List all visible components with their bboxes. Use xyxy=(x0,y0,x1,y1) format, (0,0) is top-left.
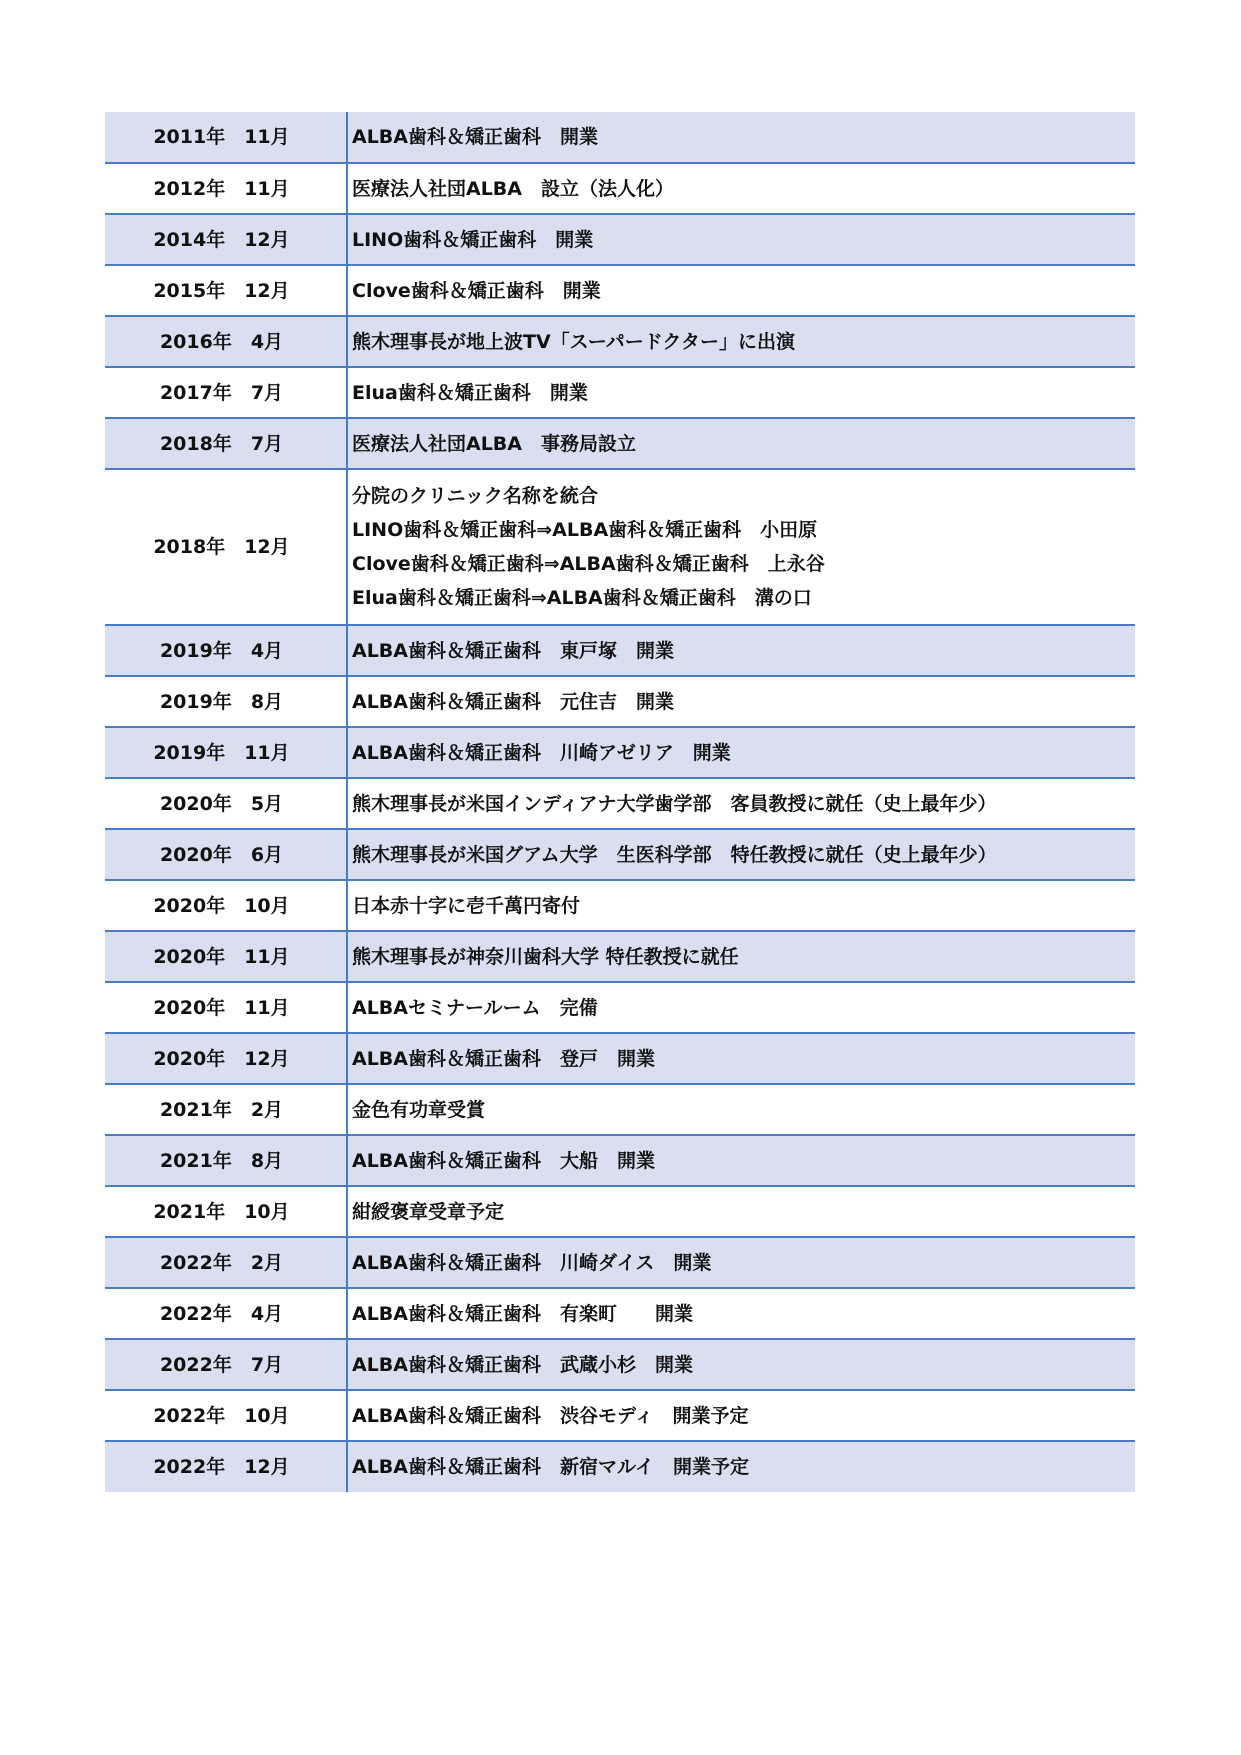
history-event xyxy=(347,1186,1135,1237)
history-event-line: 日本赤十字に壱千萬円寄付 xyxy=(352,894,581,917)
history-event xyxy=(347,1441,1135,1492)
history-event-line: 医療法人社団ALBA 設立（法人化） xyxy=(352,177,674,200)
history-row xyxy=(105,829,1135,880)
history-event xyxy=(347,112,1135,163)
history-row xyxy=(105,1441,1135,1492)
history-event xyxy=(347,727,1135,778)
history-row xyxy=(105,265,1135,316)
history-row xyxy=(105,625,1135,676)
history-date: 2020年 12月 xyxy=(105,1033,347,1084)
history-date: 2021年 10月 xyxy=(105,1186,347,1237)
history-date: 2020年 11月 xyxy=(105,982,347,1033)
history-date: 2020年 6月 xyxy=(105,829,347,880)
history-event xyxy=(347,829,1135,880)
history-date: 2018年 12月 xyxy=(105,469,347,625)
history-event-line: 分院のクリニック名称を統合 xyxy=(352,485,598,507)
history-date: 2022年 2月 xyxy=(105,1237,347,1288)
history-row xyxy=(105,1033,1135,1084)
history-event xyxy=(347,1084,1135,1135)
history-row xyxy=(105,112,1135,163)
history-date: 2020年 10月 xyxy=(105,880,347,931)
history-event xyxy=(347,163,1135,214)
history-date: 2022年 12月 xyxy=(105,1441,347,1492)
history-event-line: 熊木理事長が米国インディアナ大学歯学部 客員教授に就任（史上最年少） xyxy=(352,792,997,815)
history-event-line: ALBAセミナールーム 完備 xyxy=(352,996,598,1019)
history-event xyxy=(347,778,1135,829)
history-event xyxy=(347,214,1135,265)
history-date: 2012年 11月 xyxy=(105,163,347,214)
history-row xyxy=(105,1390,1135,1441)
history-date: 2016年 4月 xyxy=(105,316,347,367)
history-event-line: Clove歯科＆矯正歯科⇒ALBA歯科＆矯正歯科 上永谷 xyxy=(352,553,825,575)
history-row xyxy=(105,1084,1135,1135)
history-event xyxy=(347,1033,1135,1084)
history-date: 2018年 7月 xyxy=(105,418,347,469)
history-event-line: 医療法人社団ALBA 事務局設立 xyxy=(352,432,636,455)
history-date: 2021年 2月 xyxy=(105,1084,347,1135)
history-row xyxy=(105,1186,1135,1237)
history-event-line: ALBA歯科＆矯正歯科 川崎アゼリア 開業 xyxy=(352,741,731,764)
history-event-line: ALBA歯科＆矯正歯科 渋谷モディ 開業予定 xyxy=(352,1404,749,1427)
history-row xyxy=(105,1339,1135,1390)
history-date: 2020年 5月 xyxy=(105,778,347,829)
history-event xyxy=(347,367,1135,418)
history-row xyxy=(105,676,1135,727)
history-event xyxy=(347,265,1135,316)
history-event-line: ALBA歯科＆矯正歯科 有楽町 開業 xyxy=(352,1302,693,1325)
history-row xyxy=(105,982,1135,1033)
history-event-line: Elua歯科＆矯正歯科⇒ALBA歯科＆矯正歯科 溝の口 xyxy=(352,587,812,609)
history-row xyxy=(105,163,1135,214)
history-event-line: LINO歯科＆矯正歯科⇒ALBA歯科＆矯正歯科 小田原 xyxy=(352,519,818,541)
history-row xyxy=(105,727,1135,778)
history-event-line: 金色有功章受賞 xyxy=(352,1098,486,1121)
history-event-line: ALBA歯科＆矯正歯科 登戸 開業 xyxy=(352,1047,655,1070)
history-event xyxy=(347,418,1135,469)
history-date: 2022年 10月 xyxy=(105,1390,347,1441)
history-row xyxy=(105,1288,1135,1339)
history-date: 2014年 12月 xyxy=(105,214,347,265)
history-event-line: ALBA歯科＆矯正歯科 川崎ダイス 開業 xyxy=(352,1251,712,1274)
history-event-line: 紺綬褒章受章予定 xyxy=(352,1200,505,1223)
history-event xyxy=(347,982,1135,1033)
history-row xyxy=(105,469,1135,625)
history-date: 2019年 8月 xyxy=(105,676,347,727)
history-event-line: 熊木理事長が地上波TV「スーパードクター」に出演 xyxy=(352,330,796,353)
history-event xyxy=(347,1339,1135,1390)
history-row xyxy=(105,316,1135,367)
history-table-body xyxy=(105,112,1135,1492)
history-event xyxy=(347,469,1135,625)
history-row xyxy=(105,1135,1135,1186)
history-event-line: ALBA歯科＆矯正歯科 新宿マルイ 開業予定 xyxy=(352,1456,750,1478)
history-row xyxy=(105,214,1135,265)
history-date: 2019年 4月 xyxy=(105,625,347,676)
history-event-line: ALBA歯科＆矯正歯科 武蔵小杉 開業 xyxy=(352,1353,693,1376)
history-event xyxy=(347,1288,1135,1339)
history-date: 2022年 4月 xyxy=(105,1288,347,1339)
history-date: 2011年 11月 xyxy=(105,112,347,163)
history-event xyxy=(347,316,1135,367)
history-event-line: LINO歯科＆矯正歯科 開業 xyxy=(352,228,594,251)
history-event-line: Clove歯科＆矯正歯科 開業 xyxy=(352,279,601,302)
history-event-line: ALBA歯科＆矯正歯科 東戸塚 開業 xyxy=(352,639,674,662)
history-row xyxy=(105,418,1135,469)
history-date: 2015年 12月 xyxy=(105,265,347,316)
history-date: 2021年 8月 xyxy=(105,1135,347,1186)
history-date: 2020年 11月 xyxy=(105,931,347,982)
history-row xyxy=(105,931,1135,982)
history-row xyxy=(105,367,1135,418)
history-event-line: ALBA歯科＆矯正歯科 元住吉 開業 xyxy=(352,690,674,713)
history-event-line: ALBA歯科＆矯正歯科 開業 xyxy=(352,126,598,148)
history-table xyxy=(105,112,1135,1492)
history-event xyxy=(347,931,1135,982)
history-date: 2017年 7月 xyxy=(105,367,347,418)
history-date: 2019年 11月 xyxy=(105,727,347,778)
history-event xyxy=(347,1237,1135,1288)
history-row xyxy=(105,880,1135,931)
history-row xyxy=(105,778,1135,829)
history-event xyxy=(347,625,1135,676)
history-row xyxy=(105,1237,1135,1288)
history-event-line: Elua歯科＆矯正歯科 開業 xyxy=(352,381,588,404)
history-event-line: 熊木理事長が神奈川歯科大学 特任教授に就任 xyxy=(352,945,739,968)
history-event xyxy=(347,1390,1135,1441)
history-date: 2022年 7月 xyxy=(105,1339,347,1390)
history-event-line: ALBA歯科＆矯正歯科 大船 開業 xyxy=(352,1149,655,1172)
history-event xyxy=(347,880,1135,931)
history-event xyxy=(347,1135,1135,1186)
history-event-line: 熊木理事長が米国グアム大学 生医科学部 特任教授に就任（史上最年少） xyxy=(352,843,997,866)
history-event xyxy=(347,676,1135,727)
